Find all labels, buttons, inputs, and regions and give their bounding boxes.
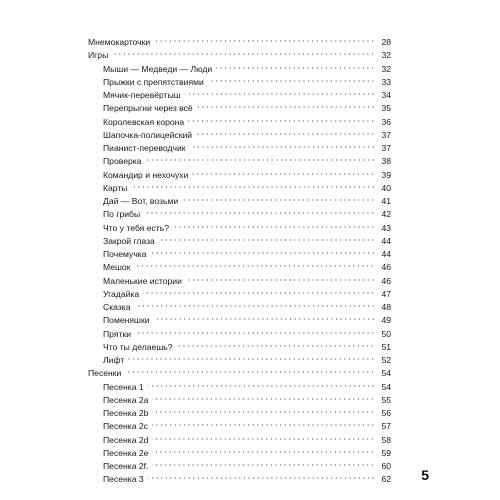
- toc-entry-label: Перепрыгни через всё: [103, 103, 193, 114]
- toc-subentry: [88, 354, 391, 367]
- toc-entry-page: 46: [381, 275, 391, 286]
- toc-subentry: [88, 129, 391, 142]
- toc-entry-label: По грибы: [103, 209, 141, 220]
- toc-entry-label: Командир и нехочухи: [103, 169, 189, 180]
- toc-entry-page: 50: [381, 328, 391, 339]
- toc-entry-label: Песенка 2c: [103, 421, 148, 432]
- toc-entry-page: 56: [381, 408, 391, 418]
- toc-entry-page: 34: [381, 90, 391, 100]
- toc-subentry: [88, 301, 391, 314]
- toc-entry-page: 54: [381, 381, 391, 392]
- toc-entry-label: Поменяшки: [103, 315, 150, 326]
- toc-subentry: [88, 447, 391, 460]
- dot-leader: [146, 158, 376, 162]
- dot-leader: [152, 463, 375, 467]
- toc-entry: [88, 367, 391, 380]
- toc-entry-label: Лифт: [103, 355, 125, 365]
- toc-entry-page: 37: [381, 143, 391, 153]
- dot-leader: [112, 52, 375, 56]
- dot-leader: [152, 450, 375, 454]
- toc-entry-label: Мыши — Медведи — Люди: [103, 63, 213, 74]
- toc-subentry: [88, 328, 391, 341]
- dot-leader: [216, 66, 375, 70]
- dot-leader: [135, 331, 375, 335]
- toc-entry-page: 48: [381, 302, 391, 312]
- dot-leader: [152, 423, 375, 427]
- toc-entry-label: Прятки: [103, 328, 132, 339]
- toc-entry-page: 44: [381, 235, 391, 246]
- toc-subentry: [88, 314, 391, 327]
- dot-leader: [154, 39, 375, 43]
- toc-entry-label: Что ты делаешь?: [103, 341, 173, 352]
- toc-subentry: [88, 261, 391, 274]
- toc-entry-label: Песенка 2e: [103, 447, 149, 458]
- toc-entry-page: 35: [381, 103, 391, 114]
- toc-entry-label: Песенка 2a: [103, 394, 149, 405]
- toc-subentry: [88, 169, 391, 182]
- toc-subentry: [88, 222, 391, 235]
- dot-leader: [148, 476, 375, 480]
- toc-subentry: [88, 235, 391, 248]
- toc-entry-label: Что у тебя есть?: [103, 222, 169, 233]
- toc-entry: [88, 36, 391, 49]
- toc-entry-label: Карты: [103, 182, 128, 193]
- toc-entry-label: Шапочка-полицейский: [103, 129, 193, 140]
- toc-subentry: [88, 473, 391, 486]
- toc-subentry: [88, 89, 391, 102]
- toc-subentry: [88, 460, 391, 473]
- toc-entry-page: 49: [381, 315, 391, 326]
- toc-subentry: [88, 394, 391, 407]
- toc-entry-page: 41: [381, 196, 391, 206]
- toc-entry-page: 60: [381, 461, 391, 471]
- toc-subentry: [88, 76, 391, 89]
- dot-leader: [173, 225, 375, 229]
- toc-entry-page: 44: [381, 249, 391, 259]
- dot-leader: [152, 410, 375, 414]
- toc-entry-label: Песенка 2d: [103, 434, 149, 445]
- dot-leader: [152, 437, 375, 441]
- toc-entry-page: 43: [381, 222, 391, 233]
- toc-entry-label: Мешок: [103, 262, 131, 273]
- dot-leader: [197, 105, 375, 109]
- toc-entry-page: 38: [381, 156, 391, 167]
- toc-subentry: [88, 288, 391, 301]
- toc-entry-page: 47: [381, 288, 391, 299]
- dot-leader: [188, 119, 375, 123]
- toc-subentry: [88, 275, 391, 288]
- toc-entry-label: Песенка 3: [103, 474, 144, 485]
- dot-leader: [134, 264, 375, 268]
- toc-subentry: [88, 208, 391, 221]
- toc-entry: [88, 49, 391, 62]
- toc-subentry: [88, 341, 391, 354]
- toc-entry-label: Дай — Вот, возьми: [103, 196, 179, 206]
- toc-entry-label: Мнемокарточки: [88, 37, 151, 47]
- toc-entry-page: 52: [381, 355, 391, 365]
- dot-leader: [128, 357, 375, 361]
- dot-leader: [176, 344, 375, 348]
- toc-entry-page: 46: [381, 262, 391, 273]
- toc-entry-label: Песенки: [88, 368, 122, 379]
- dot-leader: [144, 211, 375, 215]
- toc-entry-label: Королевская корона: [103, 116, 185, 127]
- toc-subentry: [88, 102, 391, 115]
- toc-entry-label: Пианист-переводчик: [103, 143, 186, 153]
- toc-entry-label: Песенка 1: [103, 381, 144, 392]
- dot-leader: [186, 278, 375, 282]
- page-number: 5: [421, 467, 429, 483]
- toc-entry-label: Проверка: [103, 156, 142, 167]
- toc-entry-label: Маленькие истории: [103, 275, 182, 286]
- toc-entry-label: Песенка 2f.: [103, 461, 149, 471]
- toc-entry-label: Мячик-перевёртыш: [103, 90, 181, 100]
- toc-entry-page: 51: [381, 341, 391, 352]
- dot-leader: [151, 251, 375, 255]
- toc-entry-label: Сказка: [103, 302, 131, 312]
- toc-entry-page: 57: [381, 421, 391, 432]
- toc-subentry: [88, 116, 391, 129]
- dot-leader: [159, 238, 375, 242]
- dot-leader: [132, 185, 376, 189]
- toc-subentry: [88, 248, 391, 261]
- toc-entry-page: 55: [381, 394, 391, 405]
- toc-entry-label: Закрой глаза: [103, 235, 155, 246]
- dot-leader: [148, 384, 375, 388]
- toc-entry-page: 36: [381, 116, 391, 127]
- toc-entry-label: Прыжки с препятствиями: [103, 76, 204, 87]
- table-of-contents: [88, 36, 391, 487]
- dot-leader: [182, 198, 375, 202]
- toc-subentry: [88, 381, 391, 394]
- toc-entry-page: 33: [381, 76, 391, 87]
- toc-entry-page: 58: [381, 434, 391, 445]
- dot-leader: [185, 92, 375, 96]
- dot-leader: [196, 132, 375, 136]
- toc-entry-page: 32: [381, 50, 391, 61]
- toc-subentry: [88, 195, 391, 208]
- toc-entry-label: Песенка 2b: [103, 408, 149, 418]
- toc-entry-page: 32: [381, 63, 391, 74]
- dot-leader: [152, 397, 375, 401]
- toc-entry-label: Почемучка: [103, 249, 147, 259]
- toc-entry-label: Угадайка: [103, 288, 140, 299]
- toc-subentry: [88, 63, 391, 76]
- toc-subentry: [88, 434, 391, 447]
- toc-entry-page: 28: [381, 37, 391, 47]
- toc-subentry: [88, 155, 391, 168]
- toc-entry-page: 54: [381, 368, 391, 379]
- toc-entry-page: 59: [381, 447, 391, 458]
- toc-subentry: [88, 142, 391, 155]
- dot-leader: [135, 304, 375, 308]
- dot-leader: [143, 291, 375, 295]
- toc-subentry: [88, 182, 391, 195]
- toc-entry-page: 42: [381, 209, 391, 220]
- toc-entry-page: 37: [381, 129, 391, 140]
- dot-leader: [208, 79, 375, 83]
- dot-leader: [154, 317, 376, 321]
- dot-leader: [125, 370, 375, 374]
- dot-leader: [192, 172, 375, 176]
- dot-leader: [190, 145, 375, 149]
- toc-subentry: [88, 407, 391, 420]
- toc-subentry: [88, 420, 391, 433]
- toc-entry-page: 40: [381, 182, 391, 193]
- toc-entry-page: 39: [381, 169, 391, 180]
- toc-entry-page: 62: [381, 474, 391, 485]
- toc-entry-label: Игры: [88, 50, 109, 61]
